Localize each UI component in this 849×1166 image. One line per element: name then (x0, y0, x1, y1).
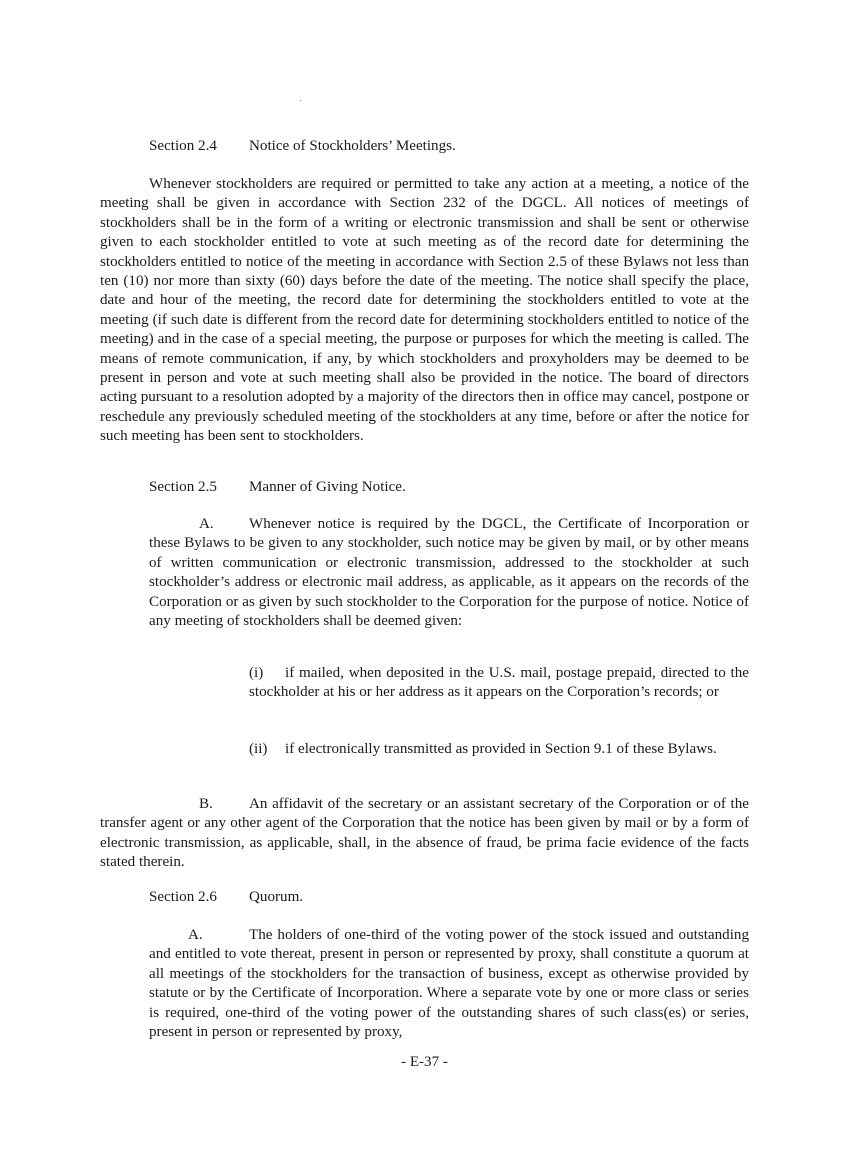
section-number: Section 2.4 (149, 138, 217, 154)
section-2-4-heading (149, 137, 456, 156)
page-number: - E-37 - (401, 1054, 448, 1070)
item-label: (ii) (249, 741, 268, 757)
section-2-4-paragraph: Whenever stockholders are required or permitted to take any action at a meeting, a notice of the meeting shall be given in accordance with Section 232 of the DGCL. All notices of meetings of stockholders shall be in the form of a writing or electronic transmission and shall be sent or otherwise given to each stockholder entitled to vote at such meeting as of the record date for determining the stockholders entitled to notice of the meeting in accordance with Section 2.5 of these Bylaws not less than ten (10) nor more than sixty (60) days before the date of the meeting. The notice shall specify the place, date and hour of the meeting, the record date for determining the stockholders entitled to vote at the meeting (if such date is different from the record date for determining stockholders entitled to notice of the meeting) and in the case of a special meeting, the purpose or purposes for which the meeting is called. The means of remote communication, if any, by which stockholders and proxyholders may be deemed to be present in person and vote at such meeting shall also be provided in the notice. The board of directors acting pursuant to a resolution adopted by a majority of the directors then in office may cancel, postpone or reschedule any previously scheduled meeting of the stockholders at any time, before or after the notice for such meeting has been sent to stockholders. (100, 176, 749, 445)
section-2-5-a-paragraph (149, 515, 749, 631)
item-text: if mailed, when deposited in the U.S. mail, postage prepaid, directed to the stockholder at his or her address as it appears on the Corporation’s records; or (249, 665, 749, 701)
section-2-5-item-i (249, 664, 749, 703)
section-2-5-item-ii (249, 740, 749, 759)
item-label: (i) (249, 665, 264, 681)
clause-label: A. (188, 927, 203, 943)
section-title: Manner of Giving Notice. (249, 479, 406, 495)
section-2-5-b-paragraph (100, 795, 749, 873)
section-2-6-heading (149, 888, 303, 907)
section-number: Section 2.6 (149, 889, 217, 905)
clause-text: Whenever notice is required by the DGCL, the Certificate of Incorporation or these Bylaws to be given to any stockholder, such notice may be given by mail, or by other means of written communication or electronic transmission, addressed to the stockholder at such stockholder’s address or electronic mail address, as applicable, as it appears on the records of the Corporation or as given by such stockholder to the Corporation for the purpose of notice. Notice of any meeting of stockholders shall be deemed given: (149, 516, 749, 630)
clause-label: A. (199, 516, 214, 532)
clause-label: B. (199, 796, 213, 812)
section-title: Notice of Stockholders’ Meetings. (249, 138, 456, 154)
clause-text: An affidavit of the secretary or an assistant secretary of the Corporation or of the transfer agent or any other agent of the Corporation that the notice has been given by mail or by a form of electronic transmission, as applicable, shall, in the absence of fraud, be prima facie evidence of the facts stated therein. (100, 796, 749, 871)
section-number: Section 2.5 (149, 479, 217, 495)
scan-dot (300, 100, 301, 101)
clause-text: The holders of one-third of the voting power of the stock issued and outstanding and entitled to vote thereat, present in person or represented by proxy, shall constitute a quorum at all meetings of the stockholders for the transaction of business, except as otherwise provided by statute or by the Certificate of Incorporation. Where a separate vote by one or more class or series is required, one-third of the voting power of the outstanding shares of such class(es) or series, present in person or represented by proxy, (149, 927, 749, 1041)
section-2-6-a-paragraph (149, 926, 749, 1042)
item-text: if electronically transmitted as provided in Section 9.1 of these Bylaws. (285, 741, 717, 757)
section-2-5-heading (149, 478, 406, 497)
section-title: Quorum. (249, 889, 304, 905)
